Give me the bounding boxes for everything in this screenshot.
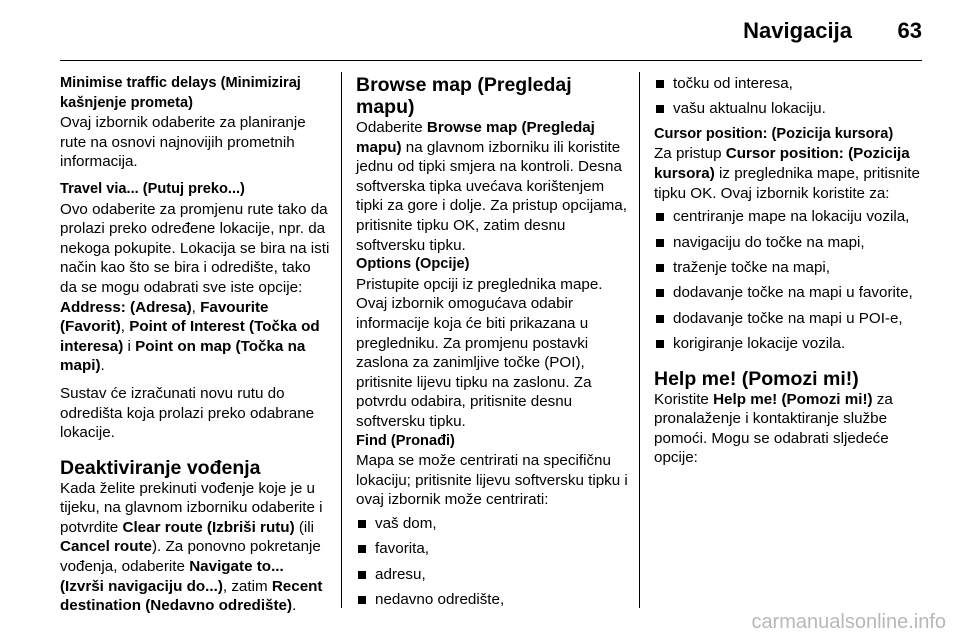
list-item: centriranje mape na lokaciju vozila,	[654, 207, 930, 227]
list-item: dodavanje točke na mapi u POI-e,	[654, 309, 930, 329]
list-item: korigiranje lokacije vozila.	[654, 334, 930, 354]
bullet-icon	[656, 315, 664, 323]
column-divider-1	[341, 72, 342, 608]
cursor-options-list	[654, 207, 930, 354]
page-header	[60, 0, 922, 61]
column-2	[356, 74, 628, 615]
list-item: adresu,	[356, 565, 628, 585]
heading-help-me: Help me! (Pomozi mi!)	[654, 367, 859, 390]
bullet-icon	[656, 213, 664, 221]
find-options-list	[356, 514, 628, 610]
list-item: traženje točke na mapi,	[654, 258, 930, 278]
paragraph-find: Mapa se može centrirati na specifičnu lokaciju; pritisnite lijevu softversku tipku i ovaj izbornik može centrirati:	[356, 452, 628, 509]
page-title: Navigacija	[743, 18, 852, 43]
paragraph-help-me: Koristite Help me! (Pomozi mi!) za pronalaženje i kontaktiranje službe pomoći. Mogu se odabrati sljedeće opcije:	[654, 390, 893, 467]
subheading-options: Options (Opcije)	[356, 256, 470, 273]
list-item: vaš dom,	[356, 514, 628, 534]
column-1	[60, 74, 330, 616]
subheading-minimise-traffic: Minimise traffic delays (Minimiziraj kašnjenje prometa)	[60, 75, 301, 111]
paragraph-options: Pristupite opciji iz preglednika mape. Ovaj izbornik omogućava odabir informacije koja će biti prikazana u pregledniku. Za promjenu postavki zaslona za zanimljive točke (POI), pritisnite lijevu tipku na zaslonu. Za potvrdu odabira, pritisnite desnu softversku tipku.	[356, 275, 603, 430]
paragraph-browse-map: Odaberite Browse map (Pregledaj mapu) na glavnom izborniku ili koristite jednu od tipki smjera na kontroli. Desna softverska tipka uvećava korištenjem tipki za gore i dolje. Za pristup opcijama, pritisnite tipku OK, zatim desnu softversku tipku.	[356, 119, 627, 254]
list-item: favorita,	[356, 539, 628, 559]
bullet-icon	[358, 520, 366, 528]
subheading-find: Find (Pronađi)	[356, 432, 455, 449]
bullet-icon	[656, 80, 664, 88]
bullet-icon	[358, 571, 366, 579]
subheading-cursor-position: Cursor position: (Pozicija kursora)	[654, 125, 894, 142]
paragraph-minimise-traffic: Ovaj izbornik odaberite za planiranje rute na osnovi najnovijih prometnih informacija.	[60, 114, 306, 171]
heading-deactivate-guidance: Deaktiviranje vođenja	[60, 456, 261, 479]
page-number: 63	[897, 18, 922, 43]
subheading-travel-via: Travel via... (Putuj preko...)	[60, 180, 245, 197]
list-item: točku od interesa,	[654, 74, 930, 94]
paragraph-cursor-position: Za pristup Cursor position: (Pozicija kursora) iz preglednika mape, pritisnite tipku OK. Ovaj izbornik koristite za:	[654, 145, 920, 202]
column-divider-2	[639, 72, 640, 608]
list-item: dodavanje točke na mapi u favorite,	[654, 283, 930, 303]
bullet-icon	[656, 239, 664, 247]
list-item: navigaciju do točke na mapi,	[654, 233, 930, 253]
column-3	[654, 74, 930, 468]
list-item: vašu aktualnu lokaciju.	[654, 99, 930, 119]
bullet-icon	[656, 105, 664, 113]
find-options-list-continued	[654, 74, 930, 119]
paragraph-deactivate-guidance: Kada želite prekinuti vođenje koje je u tijeku, na glavnom izborniku odaberite i potvrdite Clear route (Izbriši rutu) (ili Cancel route). Za ponovno pokretanje vođenja, odaberite Navigate to... (Izvrši navigaciju do...), zatim Recent destination (Nedavno odredište).	[60, 479, 323, 615]
bullet-icon	[656, 264, 664, 272]
bullet-icon	[358, 596, 366, 604]
paragraph-new-route: Sustav će izračunati novu rutu do odredišta koja prolazi preko odabrane lokacije.	[60, 384, 315, 442]
watermark: carmanualsonline.info	[751, 611, 946, 633]
heading-browse-map: Browse map (Pregledaj mapu)	[356, 74, 572, 118]
bullet-icon	[656, 340, 664, 348]
bullet-icon	[358, 545, 366, 553]
list-item: nedavno odredište,	[356, 590, 628, 610]
bullet-icon	[656, 289, 664, 297]
paragraph-travel-via: Ovo odaberite za promjenu rute tako da prolazi preko određene lokacije, npr. da nekoga pokupite. Lokacija se bira na isti način kao što se bira i odredište, tako da se mogu odabrati sve iste opcije: Address: (Adresa), Favourite (Favorit), Point of Interest (Točka od interesa) i Point on map (Točka na mapi).	[60, 200, 330, 375]
